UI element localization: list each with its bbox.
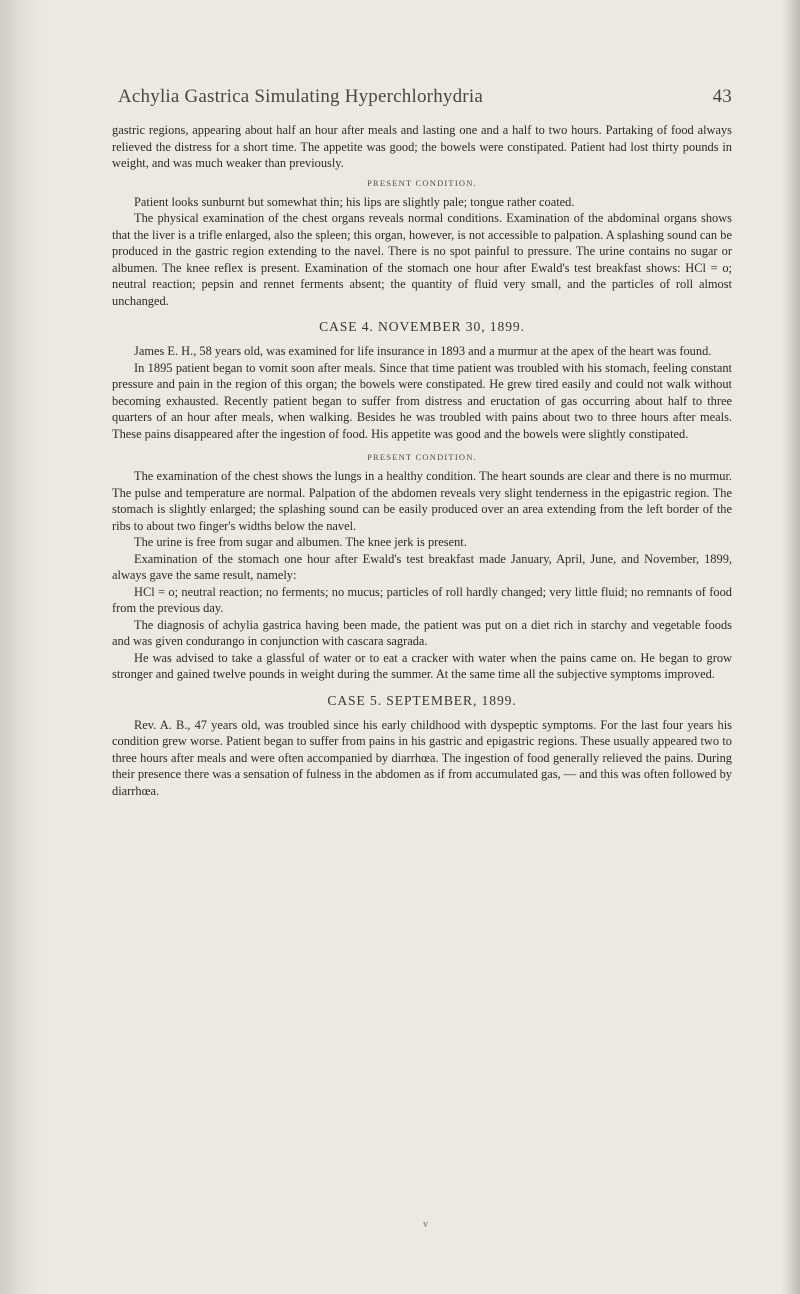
page-title: Achylia Gastrica Simulating Hyperchlorhydria [118, 86, 483, 107]
book-page [112, 86, 732, 799]
footer-mark: v [423, 1219, 428, 1230]
paragraph-4: James E. H., 58 years old, was examined for life insurance in 1893 and a murmur at the apex of the heart was found. [134, 344, 712, 358]
case-5-heading: CASE 5. SEPTEMBER, 1899. [327, 692, 517, 708]
scan-shadow-left [0, 0, 44, 1294]
section-heading-present-condition-1: PRESENT CONDITION. [367, 177, 477, 188]
running-header [112, 86, 732, 108]
section-heading-present-condition-2: PRESENT CONDITION. [367, 452, 477, 462]
paragraph-11: He was advised to take a glassful of water or to eat a cracker with water when the pains came on. He began to grow stronger and gained twelve pounds in weight during the summer. At the same time all the subjective symptoms improved. [112, 650, 732, 681]
scan-shadow-right [782, 0, 800, 1294]
paragraph-8: Examination of the stomach one hour after Ewald's test breakfast made January, April, June, and November, 1899, always gave the same result, namely: [112, 551, 732, 582]
paragraph-2: Patient looks sunburnt but somewhat thin; his lips are slightly pale; tongue rather coated. [134, 194, 575, 209]
paragraph-7: The urine is free from sugar and albumen. The knee jerk is present. [134, 535, 467, 549]
paragraph-12: Rev. A. B., 47 years old, was troubled since his early childhood with dyspeptic symptoms. For the last four years his condition grew worse. Patient began to suffer from pains in his gastric and epigastric regions. These usually appeared two to three hours after meals and were often accompanied by diarrhœa. The ingestion of food generally relieved the pains. During their presence there was a sensation of fulness in the abdomen as if from accumulated gas, — and this was often followed by diarrhœa. [112, 717, 732, 798]
paragraph-3: The physical examination of the chest organs reveals normal conditions. Examination of the abdominal organs shows that the liver is a trifle enlarged, also the spleen; this organ, however, is not accessible to palpation. A splashing sound can be produced in the gastric region extending to the navel. There is no spot painful to pressure. The urine contains no sugar or albumen. The knee reflex is present. Examination of the stomach one hour after Ewald's test breakfast shows: HCl = o; neutral reaction; pepsin and rennet ferments absent; the quantity of fluid very small, and the particles of roll almost unchanged. [112, 211, 732, 308]
page-number: 43 [712, 86, 732, 107]
paragraph-9: HCl = o; neutral reaction; no ferments; no mucus; particles of roll hardly changed; very little fluid; no remnants of food from the previous day. [112, 584, 732, 615]
paragraph-5: In 1895 patient began to vomit soon after meals. Since that time patient was troubled with his stomach, feeling constant pressure and pain in the region of this organ; the bowels were constipated. He grew tired easily and could not walk without becoming exhausted. Recently patient began to suffer from distress and eructation of gas occurring about half to three quarters of an hour after meals, when walking. Besides he was troubled with pains about two to three hours after meals. These pains disappeared after the ingestion of food. His appetite was good and the bowels were slightly constipated. [112, 360, 732, 441]
paragraph-6: The examination of the chest shows the lungs in a healthy condition. The heart sounds are clear and there is no murmur. The pulse and temperature are normal. Palpation of the abdomen reveals very slight tenderness in the epigastric region. The stomach is slightly enlarged; the splashing sound can be easily produced over an area extending from the left border of the ribs to about two finger's widths below the navel. [112, 469, 732, 533]
case-4-heading: CASE 4. NOVEMBER 30, 1899. [319, 319, 525, 334]
paragraph-10: The diagnosis of achylia gastrica having been made, the patient was put on a diet rich in starchy and vegetable foods and was given condurango in conjunction with cascara sagrada. [112, 617, 732, 648]
paragraph-1: gastric regions, appearing about half an hour after meals and lasting one and a half to two hours. Partaking of food always relieved the distress for a short time. The appetite was good; the bowels were constipated. Patient had lost thirty pounds in weight, and was much weaker than previously. [112, 123, 732, 170]
